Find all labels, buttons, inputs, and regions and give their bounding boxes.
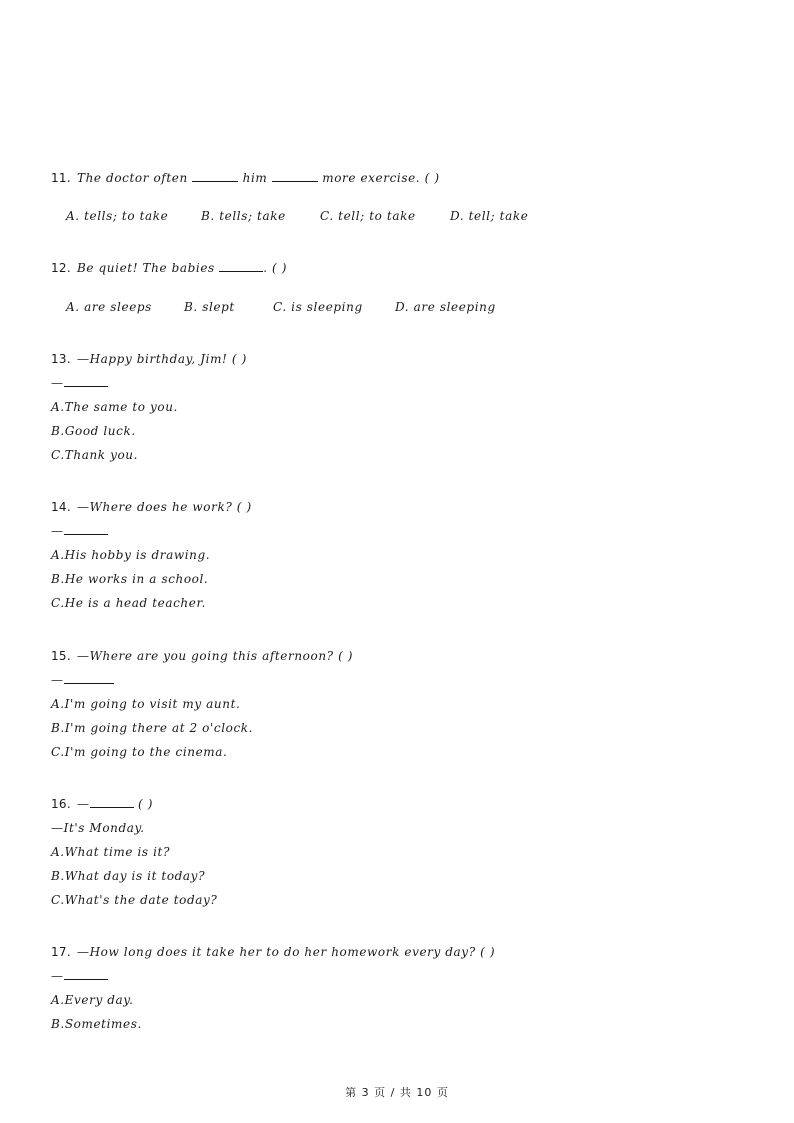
question-text: —Happy birthday, Jim! ( ) (76, 352, 247, 366)
page-footer: 第 3 页 / 共 10 页 (345, 1086, 449, 1099)
question-17 (51, 944, 495, 960)
dash: — (51, 524, 64, 538)
question-number: 16. (51, 797, 71, 811)
answer-blank (192, 170, 238, 182)
question-text: . ( ) (263, 261, 288, 275)
question-number: 15. (51, 649, 71, 663)
question-text: Be quiet! The babies (76, 261, 215, 275)
option-c: C. tell; to take (320, 209, 416, 223)
reply-line: —It's Monday. (51, 821, 145, 835)
option-a: A. tells; to take (66, 209, 169, 223)
option-b: B.Good luck. (51, 424, 136, 438)
question-number: 12. (51, 261, 71, 275)
option-b: B.What day is it today? (51, 869, 206, 883)
dash: — (51, 969, 64, 983)
question-13 (51, 351, 247, 367)
option-b: B. tells; take (201, 209, 286, 223)
answer-line (51, 375, 108, 391)
question-text: The doctor often (76, 171, 188, 185)
answer-line (51, 968, 108, 984)
answer-line (51, 672, 114, 688)
option-b: B.He works in a school. (51, 572, 209, 586)
option-d: D. are sleeping (395, 300, 496, 314)
question-text: —How long does it take her to do her homework every day? ( ) (76, 945, 496, 959)
question-14 (51, 499, 252, 515)
option-c: C.Thank you. (51, 448, 139, 462)
question-number: 17. (51, 945, 71, 959)
answer-blank (64, 968, 108, 980)
option-c: C.I'm going to the cinema. (51, 745, 228, 759)
answer-blank (219, 260, 263, 272)
question-15 (51, 648, 353, 664)
question-text: ( ) (138, 797, 153, 811)
option-a: A.The same to you. (51, 400, 178, 414)
question-number: 11. (51, 171, 71, 185)
option-d: D. tell; take (450, 209, 529, 223)
dash: — (76, 797, 90, 811)
option-a: A.His hobby is drawing. (51, 548, 211, 562)
question-number: 14. (51, 500, 71, 514)
option-b: B. slept (184, 300, 235, 314)
dash: — (51, 673, 64, 687)
option-a: A.Every day. (51, 993, 134, 1007)
option-a: A.What time is it? (51, 845, 170, 859)
answer-blank (64, 523, 108, 535)
option-b: B.Sometimes. (51, 1017, 142, 1031)
question-16 (51, 796, 153, 812)
option-a: A. are sleeps (66, 300, 152, 314)
question-text: more exercise. ( ) (322, 171, 440, 185)
question-text: —Where are you going this afternoon? ( ) (76, 649, 354, 663)
answer-blank (64, 375, 108, 387)
answer-blank (272, 170, 318, 182)
option-c: C.He is a head teacher. (51, 596, 206, 610)
option-b: B.I'm going there at 2 o'clock. (51, 721, 254, 735)
option-a: A.I'm going to visit my aunt. (51, 697, 241, 711)
answer-blank (90, 796, 134, 808)
question-text: him (242, 171, 268, 185)
answer-line (51, 523, 108, 539)
option-c: C. is sleeping (273, 300, 363, 314)
question-12 (51, 260, 287, 276)
option-c: C.What's the date today? (51, 893, 218, 907)
answer-blank (64, 672, 114, 684)
question-text: —Where does he work? ( ) (76, 500, 252, 514)
dash: — (51, 376, 64, 390)
question-number: 13. (51, 352, 71, 366)
question-11 (51, 170, 440, 186)
